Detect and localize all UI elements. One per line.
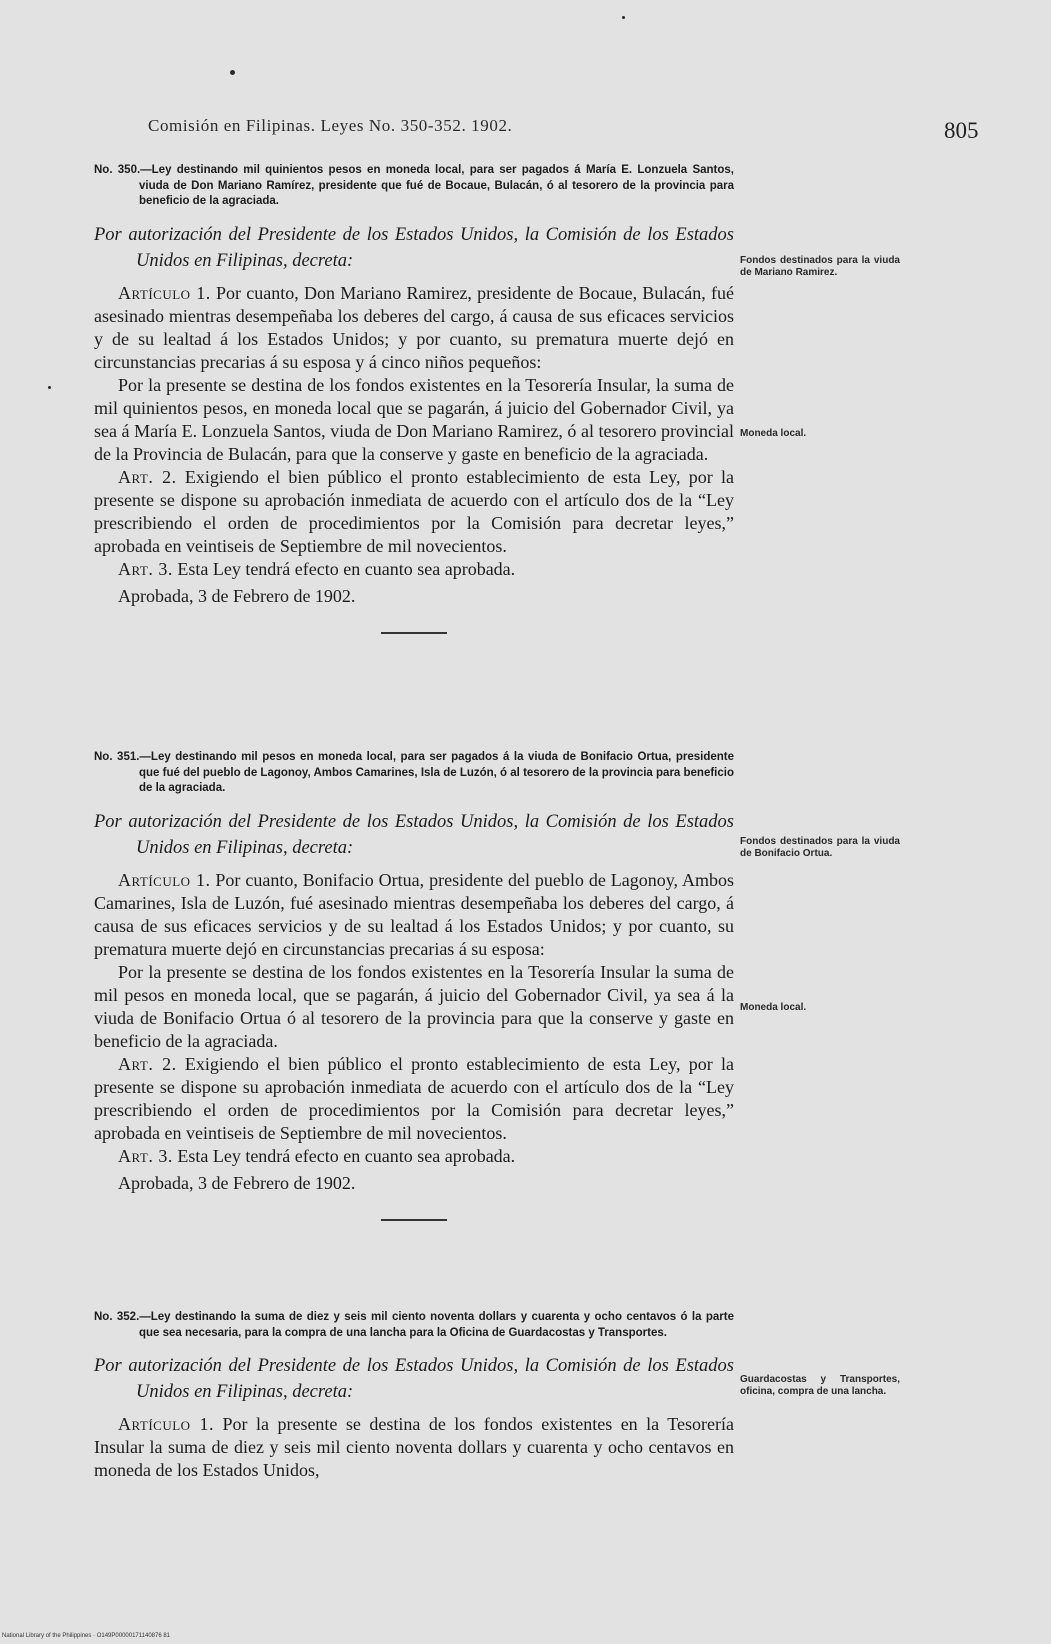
article-lead: Art. 3. xyxy=(118,1145,173,1166)
act-heading: No. 350.—Ley destinando mil quinientos pesos en moneda local, para ser pagados á María E. Lonzuela Santos, viuda de Don Mariano Ramírez, presidente que fué de Bocaue, Bulacán, ó al tesorero de la provincia para beneficio de la agraciada. xyxy=(94,164,734,207)
article-lead: Art. 2. xyxy=(118,1053,177,1074)
ink-speck xyxy=(622,16,625,19)
article-lead: Art. 3. xyxy=(118,558,173,579)
act-351 xyxy=(94,750,734,1249)
article-text: Por cuanto, Don Mariano Ramirez, presidente de Bocaue, Bulacán, fué asesinado mientras desempeñaba los deberes del cargo, á causa de sus eficaces servicios y de su lealtad á los Estados Unidos; y por cuanto, su prematura muerte dejó en circunstancias precarias á su esposa y á cinco niños pequeños: xyxy=(94,282,735,372)
margin-note: Moneda local. xyxy=(740,1002,807,1013)
approval-date: Aprobada, 3 de Febrero de 1902. xyxy=(118,585,356,606)
article-paragraph xyxy=(94,558,734,581)
article-paragraph xyxy=(94,961,734,1053)
act-352 xyxy=(94,1310,734,1482)
margin-note: Guardacostas y Transportes, oficina, compra de una lancha. xyxy=(740,1374,900,1397)
article-paragraph xyxy=(94,869,734,961)
act-350 xyxy=(94,163,734,662)
margin-note: Fondos destinados para la viuda de Mariano Ramirez. xyxy=(740,255,900,278)
article-lead: Artículo 1. xyxy=(118,869,211,890)
archive-footer: National Library of the Philippines · O149P00000171140876 81 xyxy=(2,1633,171,1639)
article-paragraph xyxy=(94,374,734,466)
article-text: Por cuanto, Bonifacio Ortua, presidente del pueblo de Lagonoy, Ambos Camarines, Isla de Luzón, fué asesinado mientras desempeñaba los deberes del cargo, á causa de sus eficaces servicios y de su lealtad á los Estados Unidos; y por cuanto, su prematura muerte dejó en circunstancias precarias á su esposa: xyxy=(94,869,734,959)
article-text: Por la presente se destina de los fondos existentes en la Tesorería Insular la suma de diez y seis mil ciento noventa dollars y cuarenta y ocho centavos en moneda de los Estados Unidos, xyxy=(94,1414,734,1480)
article-paragraph xyxy=(94,1053,734,1145)
article-text: Esta Ley tendrá efecto en cuanto sea aprobada. xyxy=(177,558,516,579)
act-preamble: Por autorización del Presidente de los Estados Unidos, la Comisión de los Estados Unidos en Filipinas, decreta: xyxy=(94,811,734,858)
article-paragraph xyxy=(94,466,734,558)
margin-note: Fondos destinados para la viuda de Bonifacio Ortua. xyxy=(740,836,900,859)
article-paragraph xyxy=(94,1413,734,1482)
article-text: Esta Ley tendrá efecto en cuanto sea aprobada. xyxy=(177,1145,516,1166)
ink-speck xyxy=(48,386,51,389)
running-header: Comisión en Filipinas. Leyes No. 350-352. 1902. xyxy=(148,116,513,135)
article-text: Por la presente se destina de los fondos existentes en la Tesorería Insular la suma de mil pesos en moneda local, que se pagarán, á juicio del Gobernador Civil, ya sea á la viuda de Bonifacio Ortua ó al tesorero de la provincia para que la conserve y gaste en beneficio de la agraciada. xyxy=(94,961,734,1051)
article-text: Exigiendo el bien público el pronto establecimiento de esta Ley, por la presente se dispone su aprobación inmediata de acuerdo con el artículo dos de la “Ley prescribiendo el orden de procedimientos por la Comisión para decretar leyes,” aprobada en veintiseis de Septiembre de mil novecientos. xyxy=(94,466,734,556)
act-heading: No. 352.—Ley destinando la suma de diez y seis mil ciento noventa dollars y cuarenta y ocho centavos ó la parte que sea necesaria, para la compra de una lancha para la Oficina de Guardacostas y Transportes. xyxy=(94,1311,734,1339)
ink-speck xyxy=(230,70,235,75)
article-lead: Art. 2. xyxy=(118,466,177,487)
act-preamble: Por autorización del Presidente de los Estados Unidos, la Comisión de los Estados Unidos en Filipinas, decreta: xyxy=(94,1356,734,1402)
article-lead: Artículo 1. xyxy=(118,1414,215,1434)
article-lead: Artículo 1. xyxy=(118,282,211,303)
section-divider xyxy=(381,1219,447,1221)
act-heading: No. 351.—Ley destinando mil pesos en moneda local, para ser pagados á la viuda de Bonifacio Ortua, presidente que fué del pueblo de Lagonoy, Ambos Camarines, Isla de Luzón, ó al tesorero de la provincia para beneficio de la agraciada. xyxy=(94,751,734,794)
article-paragraph xyxy=(94,282,734,374)
act-preamble: Por autorización del Presidente de los Estados Unidos, la Comisión de los Estados Unidos en Filipinas, decreta: xyxy=(94,224,734,271)
article-paragraph xyxy=(94,1145,734,1168)
approval-date: Aprobada, 3 de Febrero de 1902. xyxy=(118,1172,356,1193)
article-text: Exigiendo el bien público el pronto establecimiento de esta Ley, por la presente se dispone su aprobación inmediata de acuerdo con el artículo dos de la “Ley prescribiendo el orden de procedimientos por la Comisión para decretar leyes,” aprobada en veintiseis de Septiembre de mil novecientos. xyxy=(94,1053,734,1143)
section-divider xyxy=(381,632,447,634)
margin-note: Moneda local. xyxy=(740,428,807,439)
article-text: Por la presente se destina de los fondos existentes en la Tesorería Insular, la suma de mil quinientos pesos, en moneda local que se pagarán, á juicio del Gobernador Civil, ya sea á María E. Lonzuela Santos, viuda de Don Mariano Ramirez, ó al tesorero provincial de la Provincia de Bulacán, para que la conserve y gaste en beneficio de la agraciada. xyxy=(94,374,734,464)
page-number: 805 xyxy=(944,118,979,143)
